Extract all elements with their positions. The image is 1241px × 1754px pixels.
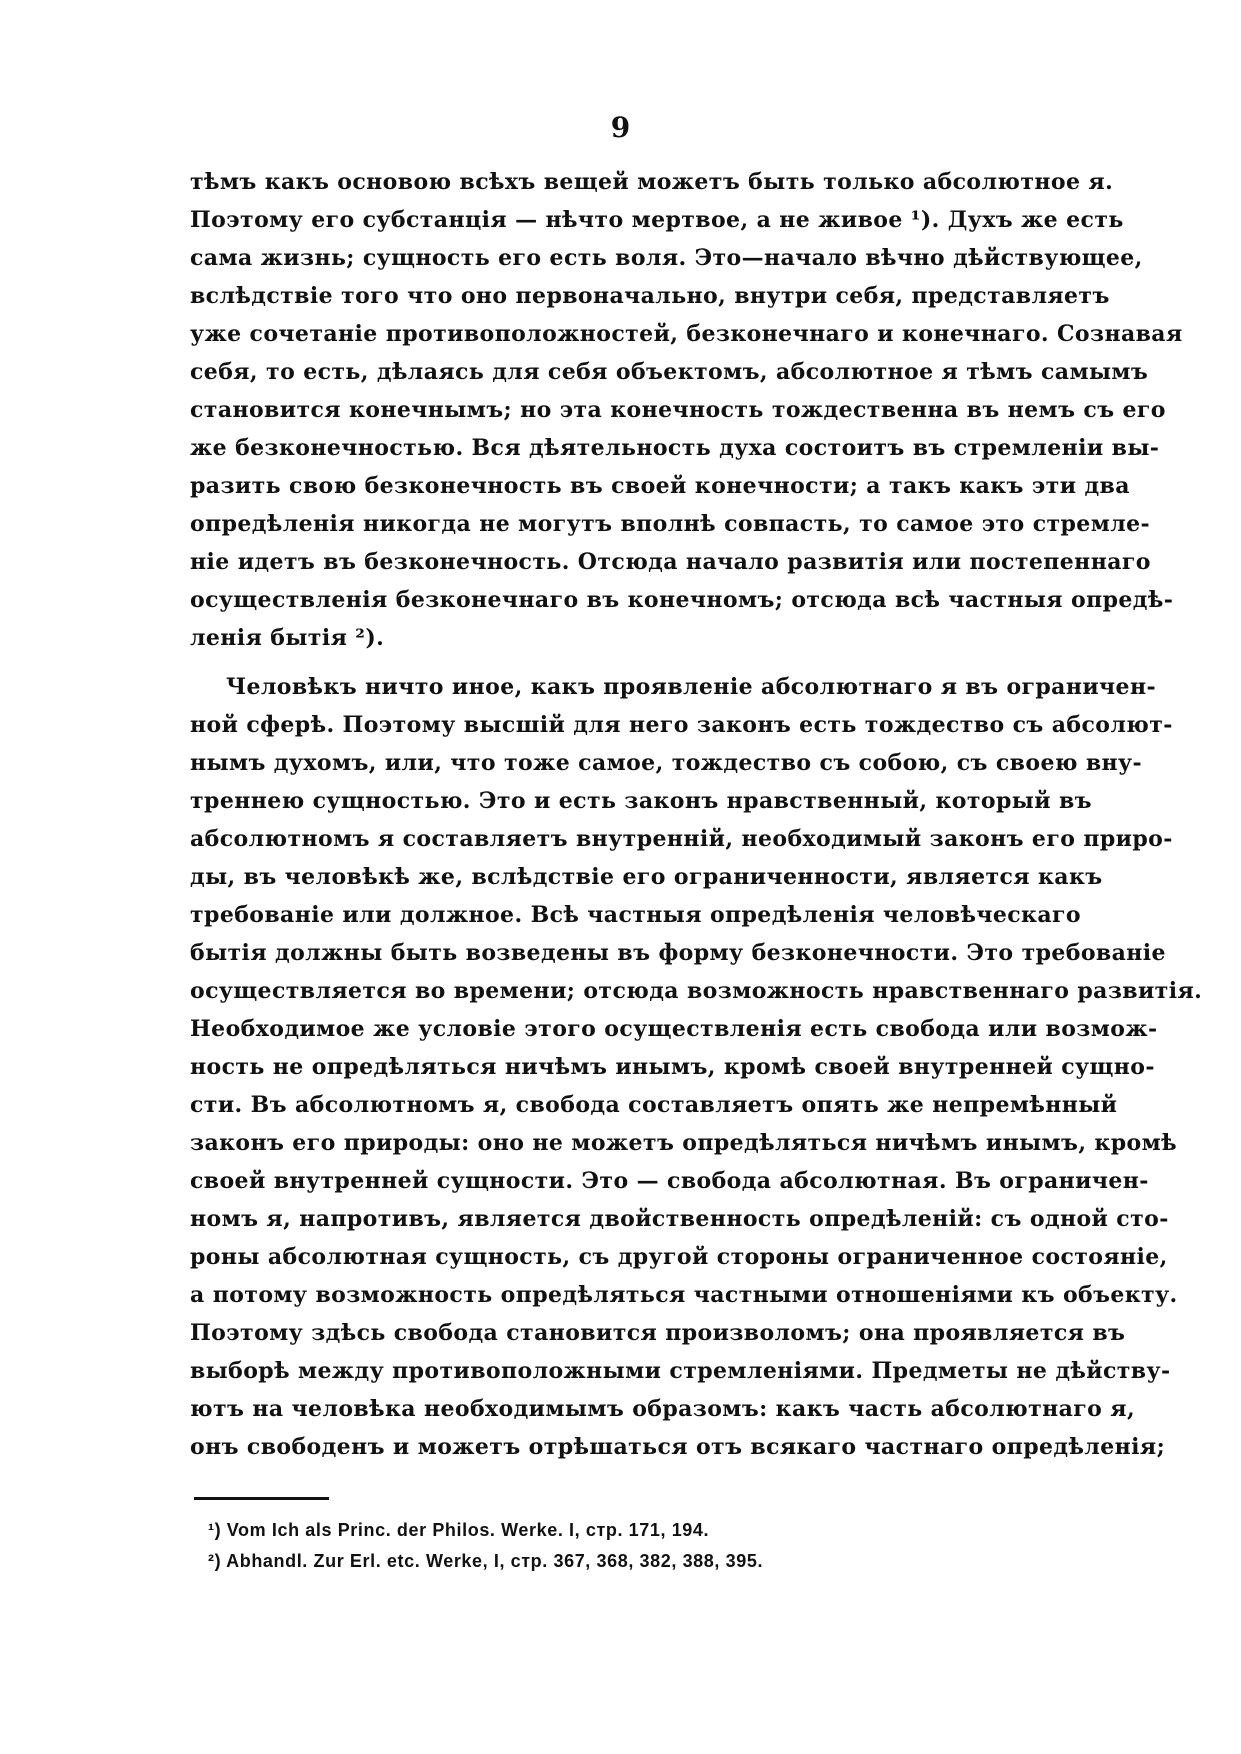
text-line: онъ свободенъ и можетъ отрѣшаться отъ всякаго частнаго опредѣленія; [190,1434,1166,1460]
text-line: вслѣдствіе того что оно первоначально, внутри себя, представляетъ [190,283,1110,309]
text-line: ды, въ человѣкѣ же, вслѣдствіе его ограниченности, является какъ [190,864,1103,890]
footnote-2: ²) Abhandl. Zur Erl. etc. Werke, I, стр. 367, 368, 382, 388, 395. [208,1551,764,1571]
text-line: Человѣкъ ничто иное, какъ проявленіе абсолютнаго я въ ограничен- [226,674,1156,700]
text-line: бытія должны быть возведены въ форму безконечности. Это требованіе [190,940,1166,966]
text-line: номъ я, напротивъ, является двойственность опредѣленій: съ одной сто- [190,1206,1169,1232]
text-line: опредѣленія никогда не могутъ вполнѣ совпасть, то самое это стремле- [190,511,1151,537]
footnote-divider [194,1497,329,1500]
text-line: законъ его природы: оно не можетъ опредѣляться ничѣмъ инымъ, кромѣ [190,1130,1177,1156]
text-line: роны абсолютная сущность, съ другой стороны ограниченное состояніе, [190,1244,1168,1270]
text-line: осуществляется во времени; отсюда возможность нравственнаго развитія. [190,978,1203,1004]
text-line: нымъ духомъ, или, что тоже самое, тождество съ собою, съ своею вну- [190,750,1143,776]
text-line: абсолютномъ я составляетъ внутренній, необходимый законъ его приро- [190,826,1173,852]
text-line: сти. Въ абсолютномъ я, свобода составляетъ опять же непремѣнный [190,1092,1118,1118]
text-line: а потому возможность опредѣляться частными отношеніями къ объекту. [190,1282,1178,1308]
text-line: сама жизнь; сущность его есть воля. Это—начало вѣчно дѣйствующее, [190,245,1143,271]
paragraph [190,668,1203,1466]
text-line: Поэтому здѣсь свобода становится произволомъ; она проявляется въ [190,1320,1126,1346]
text-line: требованіе или должное. Всѣ частныя опредѣленія человѣческаго [190,902,1081,928]
text-line: ность не опредѣляться ничѣмъ инымъ, кромѣ своей внутренней сущно- [190,1054,1155,1080]
text-line: себя, то есть, дѣлаясь для себя объектомъ, абсолютное я тѣмъ самымъ [190,359,1149,385]
text-line: становится конечнымъ; но эта конечность тождественна въ немъ съ его [190,397,1166,423]
text-line: Необходимое же условіе этого осуществленія есть свобода или возмож- [190,1016,1158,1042]
text-line: разить свою безконечность въ своей конечности; а такъ какъ эти два [190,473,1130,499]
text-line: ніе идетъ въ безконечность. Отсюда начало развитія или постепеннаго [190,549,1151,575]
footnote-1: ¹) Vom Ich als Princ. der Philos. Werke. I, стр. 171, 194. [208,1520,710,1540]
text-line: треннею сущностью. Это и есть законъ нравственный, который въ [190,788,1092,814]
text-line: своей внутренней сущности. Это — свобода абсолютная. Въ ограничен- [190,1168,1149,1194]
text-line: же безконечностью. Вся дѣятельность духа состоитъ въ стремленіи вы- [190,435,1160,461]
text-line: ленія бытія ²). [190,625,385,651]
paragraph [190,163,1183,657]
text-line: осуществленія безконечнаго въ конечномъ; отсюда всѣ частныя опредѣ- [190,587,1174,613]
text-line: тѣмъ какъ основою всѣхъ вещей можетъ быть только абсолютное я. [190,169,1114,195]
text-line: выборѣ между противоположными стремленіями. Предметы не дѣйству- [190,1358,1171,1384]
text-line: Поэтому его субстанція — нѣчто мертвое, а не живое ¹). Духъ же есть [190,207,1124,233]
page-number: 9 [610,111,631,144]
text-line: уже сочетаніе противоположностей, безконечнаго и конечнаго. Сознавая [190,321,1183,347]
text-line: ютъ на человѣка необходимымъ образомъ: какъ часть абсолютнаго я, [190,1396,1136,1422]
text-line: ной сферѣ. Поэтому высшій для него законъ есть тождество съ абсолют- [190,712,1173,738]
main-text [190,163,1203,1466]
paragraph-gap [190,657,1050,668]
footnotes [208,1515,908,1577]
